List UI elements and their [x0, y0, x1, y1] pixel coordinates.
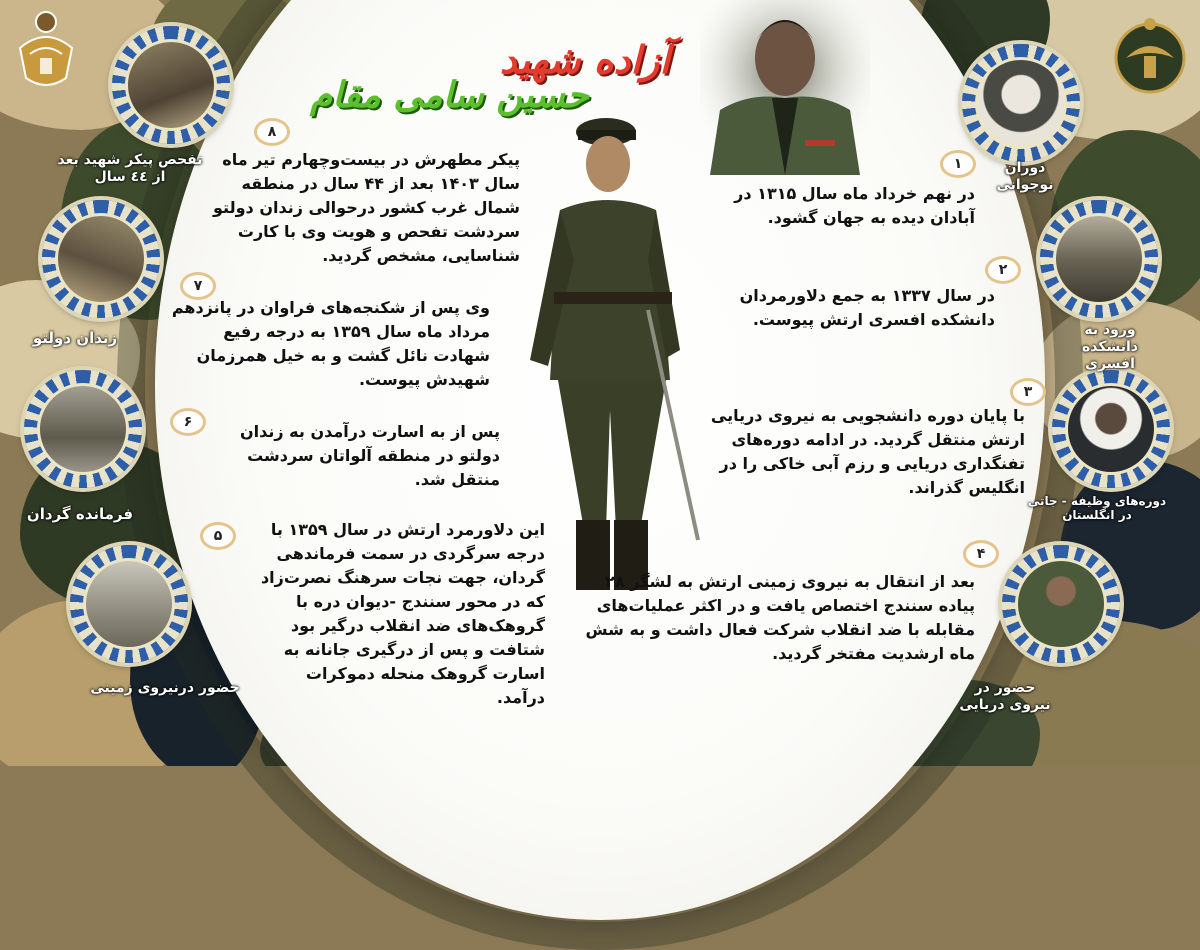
medallion-5	[70, 545, 188, 663]
text-1: در نهم خرداد ماه سال ۱۳۱۵ در آبادان دیده به جهان گشود.	[734, 184, 975, 227]
caption-5: حضور درنیروی زمینی	[90, 680, 240, 696]
badge-5: ۵	[200, 522, 236, 550]
title-part1: آزاده شهید	[499, 38, 670, 82]
medallion-8	[112, 26, 230, 144]
photo-academy	[1053, 213, 1145, 305]
badge-1: ۱	[940, 150, 976, 178]
photo-excavation	[125, 39, 217, 131]
page-title	[300, 30, 680, 120]
text-2: در سال ۱۳۳۷ به جمع دلاورمردان دانشکده افسری ارتش پیوست.	[739, 286, 995, 329]
badge-8: ۸	[254, 118, 290, 146]
army-emblem-right	[1110, 14, 1182, 98]
photo-navy	[1015, 558, 1107, 650]
caption-4: حضور در نیروی دریایی	[959, 680, 1051, 713]
text-7: وی پس از شکنجه‌های فراوان در پانزدهم مرداد ماه سال ۱۳۵۹ به درجه رفیع شهادت نائل گشت و به خیل همرزمان شهیدش پیوست.	[171, 298, 490, 389]
officer-full-body-photo	[520, 110, 710, 600]
caption-7: زندان دولتو	[32, 329, 118, 347]
army-emblem-left	[10, 8, 82, 92]
badge-4: ۴	[963, 540, 999, 568]
caption-1: دوران نوجوانی	[996, 160, 1054, 193]
text-4: بعد از انتقال به نیروی زمینی ارتش به لشگر ۲۸ پیاده سنندج اختصاص یافت و در اکثر عملیات‌های مقابله با ضد انقلاب شرکت فعال داشت و به شش ماه ارشدیت مفتخر گردید.	[585, 572, 975, 663]
photo-ground-force	[83, 558, 175, 650]
medallion-3	[1052, 370, 1170, 488]
text-6: پس از به اسارت درآمدن به زندان دولتو در منطقه آلواتان سردشت منتقل شد.	[240, 422, 500, 489]
badge-6: ۶	[170, 408, 206, 436]
title-part2: حسین سامی مقام	[310, 75, 589, 116]
caption-3: دوره‌های وظیفه - جاتی در انگلستان	[1027, 494, 1167, 522]
badge-3: ۳	[1010, 378, 1046, 406]
photo-youth	[975, 57, 1067, 149]
medallion-7	[42, 200, 160, 318]
text-3: با پایان دوره دانشجویی به نیروی دریایی ارتش منتقل گردید. در ادامه دوره‌های تفنگداری دریایی و رزم آبی خاکی را در انگلیس گذراند.	[710, 406, 1025, 497]
medallion-1	[962, 44, 1080, 162]
caption-2: ورود به دانشکده افسری	[1082, 322, 1138, 372]
photo-prison	[55, 213, 147, 305]
photo-england	[1065, 383, 1157, 475]
text-5: این دلاورمرد ارتش در سال ۱۳۵۹ با درجه سرگردی در سمت فرماندهی گردان، جهت نجات سرهنگ نصرت‌زاد که در محور سنندج -دیوان دره با گروهک‌های ضد انقلاب درگیر بود شتافت و پس از درگیری جانانه به اسارت گروهک منحله دموکرات درآمد.	[260, 520, 545, 707]
portrait-photo	[700, 0, 870, 175]
photo-commander	[37, 383, 129, 475]
medallion-4	[1002, 545, 1120, 663]
text-8: پیکر مطهرش در بیست‌وچهارم تیر ماه سال ۱۴۰۳ بعد از ۴۴ سال در منطقه شمال غرب کشور درحوالی زندان دولتو سردشت تفحص و هویت وی با کارت شناسایی، مشخص گردید.	[213, 150, 520, 265]
badge-2: ۲	[985, 256, 1021, 284]
badge-7: ۷	[180, 272, 216, 300]
medallion-6	[24, 370, 142, 488]
caption-6: فرمانده گردان	[26, 505, 134, 523]
medallion-2	[1040, 200, 1158, 318]
caption-8: تفحص پیکر شهید بعد از ٤٤ سال	[57, 152, 203, 185]
